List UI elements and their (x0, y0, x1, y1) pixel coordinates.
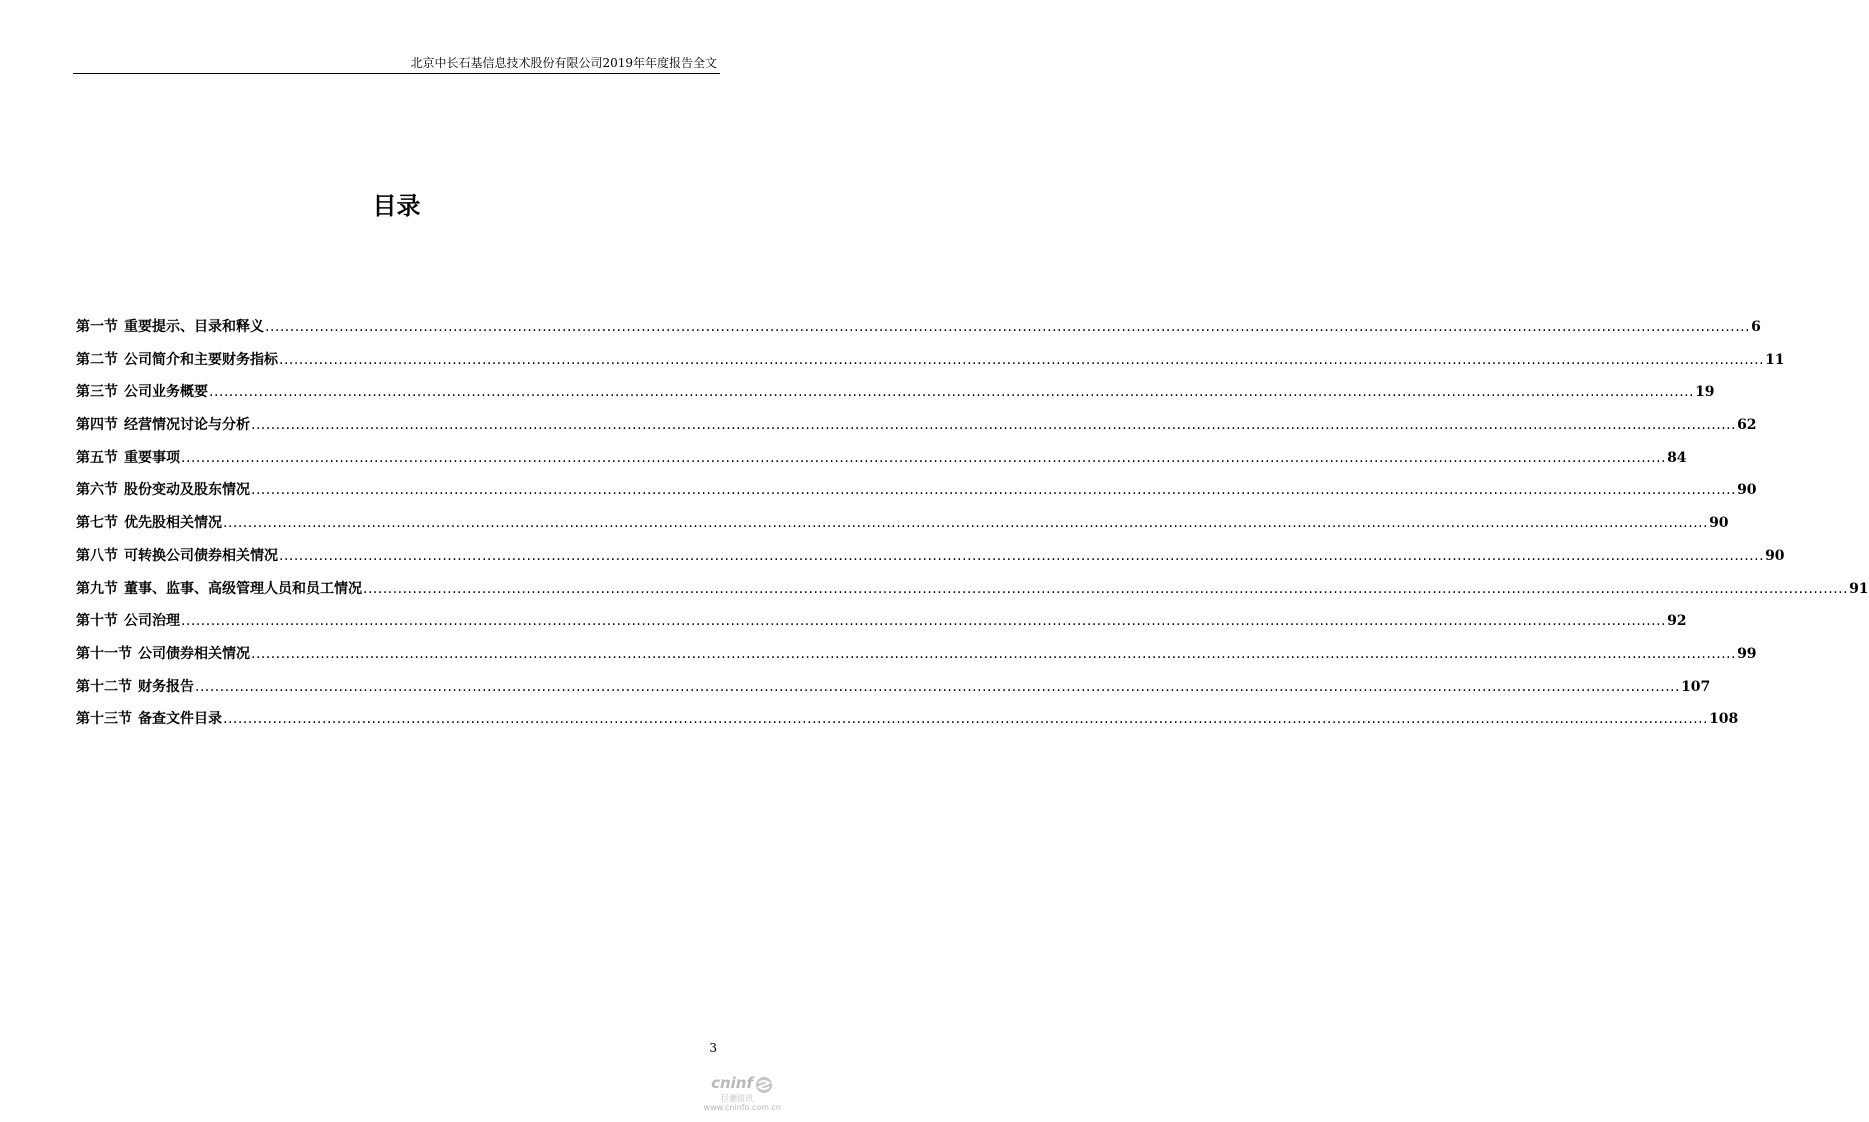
toc-entry-11[interactable] (76, 643, 1757, 676)
toc-page-number: 11 (1765, 351, 1785, 368)
toc-section-number: 第六节 (76, 482, 118, 499)
toc-entry-13[interactable] (76, 708, 1739, 741)
toc-section-number: 第九节 (76, 580, 118, 597)
toc-section-number: 第五节 (76, 449, 118, 466)
toc-section-number: 第十节 (76, 613, 118, 630)
toc-entry-1[interactable] (76, 316, 1761, 349)
toc-section-title: 财务报告 (138, 678, 194, 695)
toc-section-number: 第二节 (76, 351, 118, 368)
toc-page-number: 90 (1765, 547, 1785, 564)
page-title: 目录 (372, 192, 421, 220)
toc-leader-dots: ............................................................................................................................................................................................................................................................................................................ (223, 515, 1709, 532)
toc-page-number: 62 (1737, 417, 1757, 434)
toc-section-number: 第十三节 (76, 711, 132, 728)
toc-entry-8[interactable] (76, 545, 1785, 578)
watermark-brand: cninf (711, 1074, 753, 1092)
running-header: 北京中长石基信息技术股份有限公司2019年年度报告全文 (410, 56, 717, 70)
toc-leader-dots: ............................................................................................................................................................................................................................................................................................................ (181, 449, 1667, 466)
toc-page-number: 92 (1667, 613, 1687, 630)
table-of-contents (76, 316, 1869, 741)
toc-leader-dots: ............................................................................................................................................................................................................................................................................................................ (279, 351, 1765, 368)
toc-section-title: 股份变动及股东情况 (124, 482, 250, 499)
toc-section-number: 第十二节 (76, 678, 132, 695)
toc-section-title: 公司简介和主要财务指标 (124, 351, 278, 368)
watermark-url: www.cninfo.com.cn (703, 1103, 781, 1112)
toc-entry-4[interactable] (76, 414, 1757, 447)
toc-leader-dots: ............................................................................................................................................................................................................................................................................................................ (223, 711, 1709, 728)
toc-entry-10[interactable] (76, 610, 1687, 643)
toc-page-number: 107 (1681, 678, 1711, 695)
toc-section-title: 董事、监事、高级管理人员和员工情况 (124, 580, 362, 597)
toc-entry-6[interactable] (76, 479, 1757, 512)
toc-section-title: 重要提示、目录和释义 (124, 319, 264, 335)
cninfo-logo-icon (755, 1076, 773, 1094)
toc-section-title: 可转换公司债券相关情况 (124, 547, 278, 564)
toc-leader-dots: ............................................................................................................................................................................................................................................................................................................ (251, 645, 1737, 662)
toc-entry-7[interactable] (76, 512, 1729, 545)
toc-page-number: 19 (1695, 384, 1715, 401)
page-number: 3 (709, 1041, 717, 1055)
toc-leader-dots: ............................................................................................................................................................................................................................................................................................................ (265, 319, 1751, 335)
toc-entry-9[interactable] (76, 578, 1869, 611)
toc-entry-12[interactable] (76, 676, 1711, 709)
toc-page-number: 90 (1709, 515, 1729, 532)
toc-page-number: 108 (1709, 711, 1739, 728)
toc-leader-dots: ............................................................................................................................................................................................................................................................................................................ (195, 678, 1681, 695)
toc-section-number: 第七节 (76, 515, 118, 532)
toc-leader-dots: ............................................................................................................................................................................................................................................................................................................ (279, 547, 1765, 564)
toc-page-number: 6 (1751, 319, 1761, 335)
toc-leader-dots: ............................................................................................................................................................................................................................................................................................................ (209, 384, 1695, 401)
toc-section-title: 重要事项 (124, 449, 180, 466)
toc-leader-dots: ............................................................................................................................................................................................................................................................................................................ (363, 580, 1849, 597)
toc-page-number: 91 (1849, 580, 1869, 597)
toc-section-title: 优先股相关情况 (124, 515, 222, 532)
toc-section-number: 第十一节 (76, 645, 132, 662)
toc-page-number: 99 (1737, 645, 1757, 662)
watermark-cn: 巨潮资讯 (721, 1094, 753, 1103)
toc-leader-dots: ............................................................................................................................................................................................................................................................................................................ (181, 613, 1667, 630)
toc-page-number: 84 (1667, 449, 1687, 466)
toc-leader-dots: ............................................................................................................................................................................................................................................................................................................ (251, 482, 1737, 499)
toc-section-title: 公司债券相关情况 (138, 645, 250, 662)
cninfo-watermark (701, 1074, 781, 1114)
toc-section-title: 经营情况讨论与分析 (124, 417, 250, 434)
toc-section-title: 公司业务概要 (124, 384, 208, 401)
toc-entry-5[interactable] (76, 447, 1687, 480)
header-rule (73, 73, 720, 74)
toc-section-title: 公司治理 (124, 613, 180, 630)
toc-leader-dots: ............................................................................................................................................................................................................................................................................................................ (251, 417, 1737, 434)
toc-section-number: 第四节 (76, 417, 118, 434)
toc-page-number: 90 (1737, 482, 1757, 499)
toc-section-number: 第一节 (76, 319, 118, 335)
toc-section-number: 第三节 (76, 384, 118, 401)
toc-entry-2[interactable] (76, 349, 1785, 382)
toc-section-number: 第八节 (76, 547, 118, 564)
toc-entry-3[interactable] (76, 381, 1715, 414)
toc-section-title: 备查文件目录 (138, 711, 222, 728)
